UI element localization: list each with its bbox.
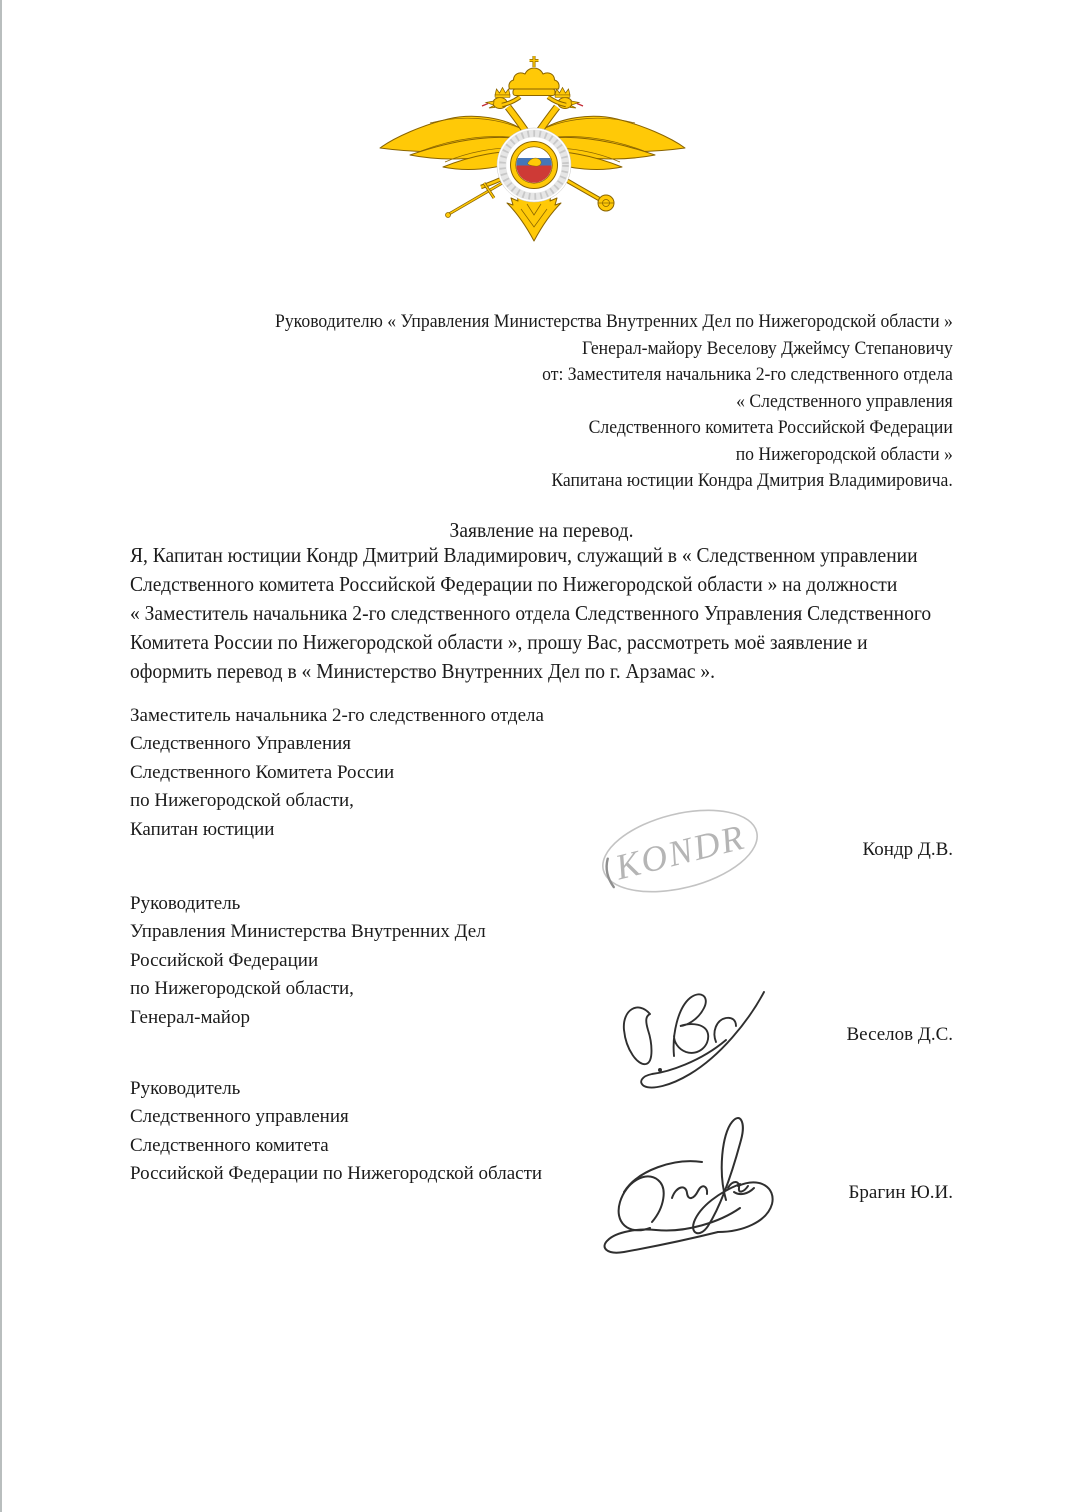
recipient-block [275, 309, 953, 495]
role-block-bragin [130, 1075, 542, 1189]
role-line: Капитан юстиции [130, 818, 275, 840]
recipient-line: Руководителю « Управления Министерства Внутренних Дел по Нижегородской области » [275, 311, 953, 332]
recipient-line: Генерал-майору Веселову Джеймсу Степановичу [582, 337, 953, 359]
body-line: Комитета России по Нижегородской области », прошу Вас, рассмотреть моё заявление и [130, 630, 868, 654]
recipient-line: от: Заместителя начальника 2-го следственного отдела [542, 364, 953, 385]
body-line: « Заместитель начальника 2-го следственного отдела Следственного Управления Следственного [130, 601, 932, 625]
document-title: Заявление на перевод. [449, 518, 634, 542]
role-block-veselov [130, 890, 486, 1032]
recipient-line: по Нижегородской области » [735, 443, 953, 465]
role-line: по Нижегородской области, [130, 978, 354, 1000]
role-line: Заместитель начальника 2-го следственного отдела [130, 705, 544, 726]
signature-kondr-text: KONDR [611, 816, 750, 888]
role-line: Следственного управления [130, 1106, 349, 1128]
role-line: Следственного комитета [130, 1134, 329, 1156]
signatory-name-kondr: Кондр Д.В. [862, 839, 953, 860]
role-line: Российской Федерации по Нижегородской области [130, 1163, 543, 1185]
body-line: Следственного комитета Российской Федерации по Нижегородской области » на должности [130, 572, 898, 596]
body-line: оформить перевод в « Министерство Внутренних Дел по г. Арзамас ». [130, 659, 716, 683]
role-line: Российской Федерации [130, 949, 319, 971]
role-block-kondr [130, 702, 544, 844]
recipient-line: « Следственного управления [736, 390, 953, 412]
body-paragraph [130, 541, 931, 686]
signatory-name-bragin: Брагин Ю.И. [848, 1182, 953, 1203]
role-line: Управления Министерства Внутренних Дел [130, 921, 486, 943]
role-line: Генерал-майор [130, 1006, 250, 1028]
recipient-line: Следственного комитета Российской Федерации [588, 417, 953, 438]
role-line: Руководитель [130, 1078, 241, 1099]
role-line: Руководитель [130, 893, 241, 914]
role-line: Следственного Комитета России [130, 761, 395, 783]
role-line: по Нижегородской области, [130, 790, 354, 812]
page-edge-line [0, 0, 2, 1512]
body-line: Я, Капитан юстиции Кондр Дмитрий Владимирович, служащий в « Следственном управлении [130, 543, 918, 567]
role-line: Следственного Управления [130, 733, 352, 755]
mvd-eagle-emblem [375, 54, 690, 242]
recipient-line: Капитана юстиции Кондра Дмитрия Владимировича. [551, 470, 953, 491]
signatory-name-veselov: Веселов Д.С. [846, 1024, 953, 1045]
